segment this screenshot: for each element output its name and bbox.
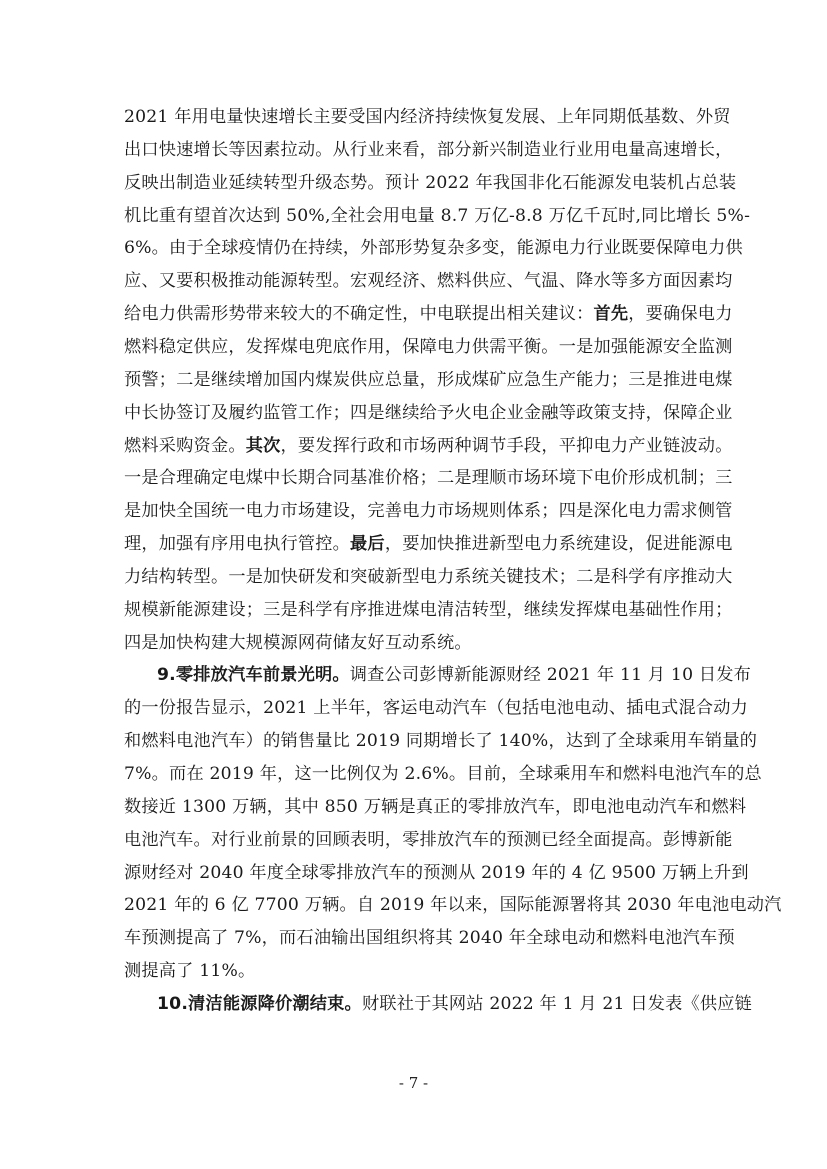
text-line (124, 922, 735, 955)
line-text: 调查公司彭博新能源财经 2021 年 11 月 10 日发布 (349, 665, 752, 686)
text-line (124, 397, 733, 430)
line-text: 规模新能源建设；三是科学有序推进煤电清洁转型，继续发挥煤电基础性作用； (124, 599, 733, 620)
line-text: 电池汽车。对行业前景的回顾表明，零排放汽车的预测已经全面提高。彭博新能 (124, 829, 733, 850)
text-line (124, 265, 733, 298)
line-text: 一是合理确定电煤中长期合同基准价格；二是理顺市场环境下电价形成机制；三 (124, 468, 733, 489)
line-text: ，要确保电力 (628, 304, 733, 325)
line-text: 数接近 1300 万辆，其中 850 万辆是真正的零排放汽车，即电池电动汽车和燃料 (124, 796, 747, 817)
text-line (124, 824, 733, 857)
page-number: - 7 - (398, 1074, 429, 1092)
line-text: 和燃料电池汽车）的销售量比 2019 同期增长了 140%，达到了全球乘用车销量的 (124, 731, 758, 752)
text-line (124, 561, 733, 594)
line-text: 测提高了 11%。 (124, 961, 256, 982)
text-line (124, 134, 733, 167)
line-text: 是加快全国统一电力市场建设，完善电力市场规则体系；四是深化电力需求侧管 (124, 501, 733, 522)
text-line (124, 627, 710, 660)
line-text: 6%。由于全球疫情仍在持续，外部形势复杂多变，能源电力行业既要保障电力供 (124, 238, 743, 259)
text-line (124, 955, 710, 988)
line-text: 7%。而在 2019 年，这一比例仅为 2.6%。目前，全球乘用车和燃料电池汽车的总 (124, 764, 762, 784)
bold-heading: 最后 (350, 534, 385, 555)
text-line (124, 167, 737, 200)
text-line (124, 495, 733, 528)
text-line (124, 594, 733, 627)
line-text: 财联社于其网站 2022 年 1 月 21 日发表《供应链 (361, 993, 753, 1014)
line-text: 出口快速增长等因素拉动。从行业来看，部分新兴制造业行业用电量高速增长， (124, 139, 733, 160)
text-line (124, 988, 753, 1021)
line-text: ，要发挥行政和市场两种调节手段，平抑电力产业链波动。 (280, 435, 733, 456)
bold-heading: 首先 (593, 304, 629, 325)
text-line (124, 298, 733, 331)
line-text: 车预测提高了 7%，而石油输出国组织将其 2040 年全球电动和燃料电池汽车预 (124, 928, 735, 949)
line-text: 中长协签订及履约监管工作；四是继续给予火电企业金融等政策支持，保障企业 (124, 402, 733, 423)
line-text: 机比重有望首次达到 50%,全社会用电量 8.7 万亿-8.8 万亿千瓦时,同比增长 5%- (124, 205, 751, 226)
line-text: 力结构转型。一是加快研发和突破新型电力系统关键技术；二是科学有序推动大 (124, 566, 733, 587)
text-line (124, 430, 733, 463)
text-line (124, 692, 748, 725)
text-line (124, 758, 762, 791)
line-text: 应、又要积极推动能源转型。宏观经济、燃料供应、气温、降水等多方面因素均 (124, 271, 733, 292)
line-text: 2021 年的 6 亿 7700 万辆。自 2019 年以来，国际能源署将其 2030 年电池电动汽 (124, 895, 782, 916)
text-line (124, 791, 747, 824)
text-line (124, 331, 733, 364)
text-line (124, 528, 733, 561)
text-line (124, 232, 743, 265)
text-line (124, 101, 731, 134)
line-text: 预警；二是继续增加国内煤炭供应总量，形成煤矿应急生产能力；三是推进电煤 (124, 369, 733, 390)
line-text: 燃料稳定供应，发挥煤电兜底作用，保障电力供需平衡。一是加强能源安全监测 (124, 336, 733, 357)
line-text: ，要加快推进新型电力系统建设，促进能源电 (384, 534, 733, 555)
line-text: 理，加强有序用电执行管控。 (124, 534, 351, 555)
line-text: 四是加快构建大规模源网荷储友好互动系统。 (124, 632, 472, 653)
line-text: 反映出制造业延续转型升级态势。预计 2022 年我国非化石能源发电装机占总装 (124, 172, 737, 193)
line-text: 给电力供需形势带来较大的不确定性，中电联提出相关建议： (124, 304, 594, 325)
line-text: 燃料采购资金。 (124, 435, 246, 456)
bold-heading: 10.清洁能源降价潮结束。 (157, 993, 362, 1014)
text-line (124, 889, 782, 922)
text-line (124, 364, 733, 397)
bold-heading: 9.零排放汽车前景光明。 (157, 665, 350, 686)
text-line (124, 462, 733, 495)
bold-heading: 其次 (245, 435, 281, 456)
text-line (124, 725, 758, 758)
line-text: 的一份报告显示，2021 上半年，客运电动汽车（包括电池电动、插电式混合动力 (124, 698, 748, 719)
text-line (124, 857, 749, 890)
line-text: 源财经对 2040 年度全球零排放汽车的预测从 2019 年的 4 亿 9500 万辆上升到 (124, 862, 749, 883)
text-line (124, 200, 751, 233)
text-line (124, 659, 752, 692)
line-text: 2021 年用电量快速增长主要受国内经济持续恢复发展、上年同期低基数、外贸 (124, 107, 731, 127)
